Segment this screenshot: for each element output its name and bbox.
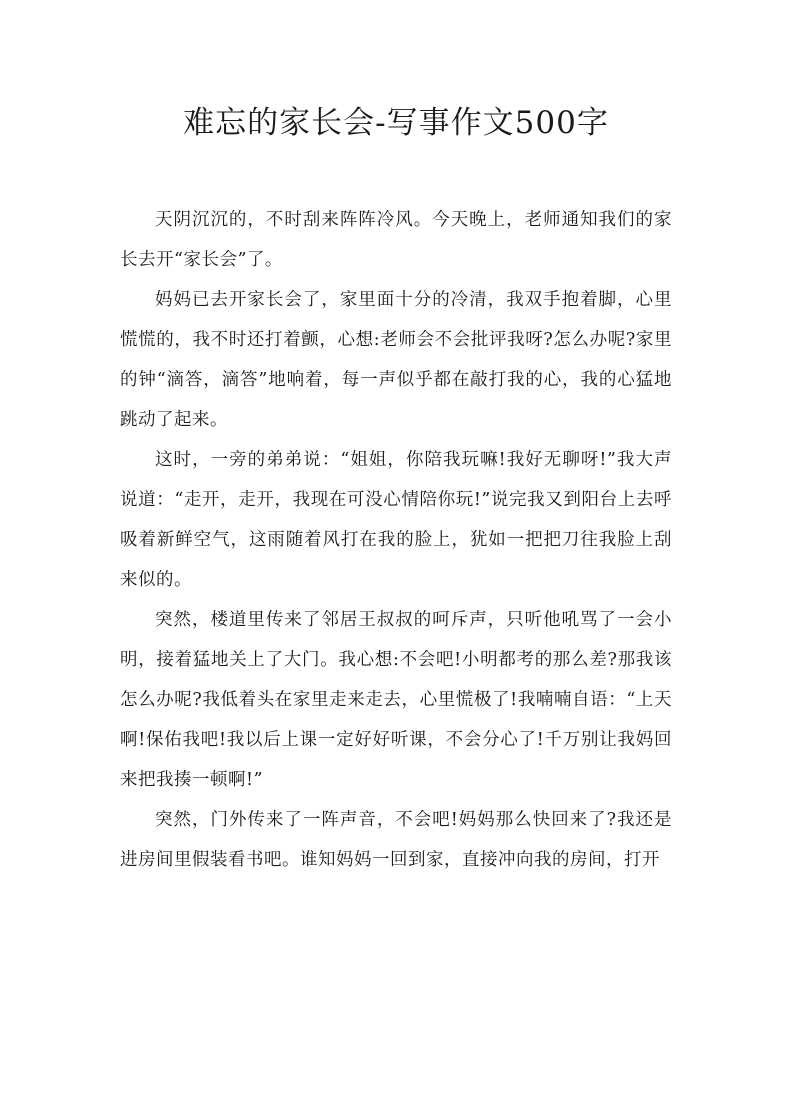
paragraph: 突然，门外传来了一阵声音，不会吧!妈妈那么快回来了?我还是进房间里假装看书吧。谁知妈妈一回到家，直接冲向我的房间，打开	[120, 810, 672, 870]
paragraph: 天阴沉沉的，不时刮来阵阵冷风。今天晚上，老师通知我们的家长去开“家长会”了。	[120, 210, 672, 270]
paragraph: 这时，一旁的弟弟说：“姐姐，你陪我玩嘛!我好无聊呀!”我大声说道：“走开，走开，我现在可没心情陪你玩!”说完我又到阳台上去呼吸着新鲜空气，这雨随着风打在我的脸上，犹如一把把刀往我脸上刮来似的。	[120, 450, 672, 590]
paragraph: 突然，楼道里传来了邻居王叔叔的呵斥声，只听他吼骂了一会小明，接着猛地关上了大门。我心想:不会吧!小明都考的那么差?那我该怎么办呢?我低着头在家里走来走去，心里慌极了!我喃喃自语：“上天啊!保佑我吧!我以后上课一定好好听课，不会分心了!千万别让我妈回来把我揍一顿啊!”	[120, 610, 672, 790]
document-title: 难忘的家长会-写事作文500字	[183, 105, 609, 141]
document-body	[120, 200, 672, 880]
paragraph: 妈妈已去开家长会了，家里面十分的冷清，我双手抱着脚，心里慌慌的，我不时还打着颤，心想:老师会不会批评我呀?怎么办呢?家里的钟“滴答，滴答”地响着，每一声似乎都在敲打我的心，我的心猛地跳动了起来。	[120, 290, 672, 430]
